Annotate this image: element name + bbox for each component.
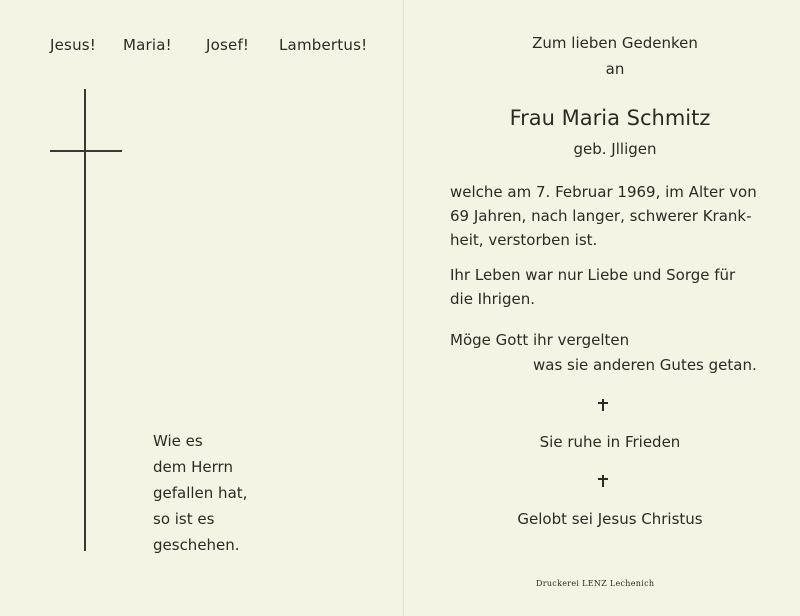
- card-fold: [403, 0, 404, 616]
- life-text: [450, 263, 770, 311]
- invocation-lambertus: Lambertus!: [279, 36, 368, 54]
- praise-line: Gelobt sei Jesus Christus: [517, 510, 703, 528]
- heading-line-2: an: [605, 60, 625, 78]
- verse-line: Wie es: [153, 432, 203, 450]
- invocation-josef: Josef!: [206, 36, 250, 54]
- bible-verse: [153, 428, 247, 558]
- life-text-line: die Ihrigen.: [450, 290, 535, 308]
- small-cross-icon: [596, 474, 610, 488]
- birth-name: geb. Jlligen: [573, 140, 657, 158]
- cross-icon: [84, 89, 86, 551]
- verse-line: gefallen hat,: [153, 484, 248, 502]
- death-notice-line: heit, verstorben ist.: [450, 231, 598, 249]
- death-notice: [450, 180, 770, 252]
- verse-line: so ist es: [153, 510, 215, 528]
- invocation-jesus: Jesus!: [50, 36, 97, 54]
- prayer-line-2: was sie anderen Gutes getan.: [533, 356, 757, 374]
- small-cross-icon: [596, 398, 610, 412]
- verse-line: geschehen.: [153, 536, 240, 554]
- life-text-line: Ihr Leben war nur Liebe und Sorge für: [450, 266, 736, 284]
- prayer-line-1: Möge Gott ihr vergelten: [450, 331, 630, 349]
- invocation-maria: Maria!: [123, 36, 172, 54]
- heading-line-1: Zum lieben Gedenken: [532, 34, 698, 52]
- death-notice-line: 69 Jahren, nach langer, schwerer Krank-: [450, 207, 752, 225]
- printer-imprint: Druckerei LENZ Lechenich: [536, 579, 655, 588]
- cross-beam: [50, 150, 122, 152]
- verse-line: dem Herrn: [153, 458, 233, 476]
- rest-in-peace: Sie ruhe in Frieden: [539, 433, 681, 451]
- deceased-name: Frau Maria Schmitz: [509, 106, 711, 130]
- death-notice-line: welche am 7. Februar 1969, im Alter von: [450, 183, 757, 201]
